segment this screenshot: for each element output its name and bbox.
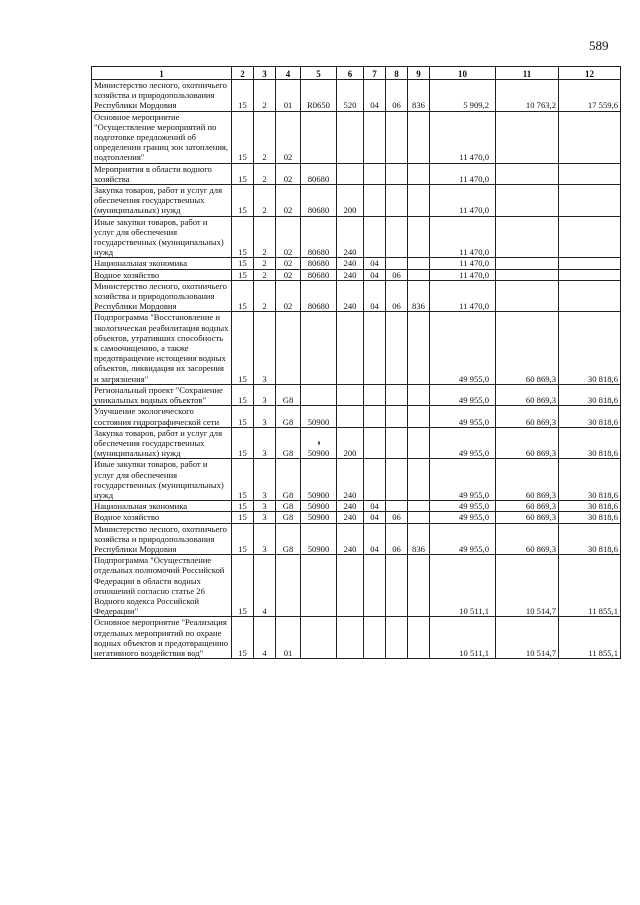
cell-col-5: 50900 <box>301 512 337 523</box>
cell-col-4: G8 <box>276 384 301 405</box>
table-row <box>92 80 621 112</box>
row-name-cell: Национальная экономика <box>92 501 232 512</box>
cell-col-3: 3 <box>254 523 276 555</box>
cell-col-12: 17 559,6 <box>559 80 621 112</box>
cell-col-2: 15 <box>232 617 254 659</box>
cell-col-6 <box>337 163 364 184</box>
cell-col-7 <box>364 312 386 384</box>
cell-col-4 <box>276 312 301 384</box>
table-row <box>92 459 621 501</box>
page-number: 589 <box>589 38 609 53</box>
cell-col-7 <box>364 555 386 617</box>
cell-col-7 <box>364 185 386 217</box>
cell-col-4: 01 <box>276 617 301 659</box>
cell-col-10: 49 955,0 <box>430 312 496 384</box>
cell-col-6: 200 <box>337 427 364 459</box>
column-header-1: 1 <box>92 67 232 80</box>
cell-col-10: 11 470,0 <box>430 269 496 280</box>
cell-col-11 <box>496 216 559 258</box>
cell-col-5: 80680 <box>301 269 337 280</box>
cell-col-8 <box>386 427 408 459</box>
column-header-11: 11 <box>496 67 559 80</box>
cell-col-8 <box>386 501 408 512</box>
row-name-cell: Региональный проект "Сохранение уникальных водных объектов" <box>92 384 232 405</box>
budget-table <box>91 66 621 659</box>
row-name-cell: Министерство лесного, охотничьего хозяйства и природопользования Республики Мордовия <box>92 280 232 312</box>
cell-col-5: 50900 <box>301 459 337 501</box>
cell-col-10: 49 955,0 <box>430 427 496 459</box>
row-name-cell: Водное хозяйство <box>92 512 232 523</box>
cell-col-10: 49 955,0 <box>430 384 496 405</box>
cell-col-2: 15 <box>232 501 254 512</box>
cell-col-4: G8 <box>276 523 301 555</box>
cell-col-5: 50900 <box>301 523 337 555</box>
cell-col-12 <box>559 111 621 163</box>
cell-col-2: 15 <box>232 312 254 384</box>
cell-col-12: 30 818,6 <box>559 427 621 459</box>
table-row <box>92 216 621 258</box>
row-name-cell: Министерство лесного, охотничьего хозяйства и природопользования Республики Мордовия <box>92 523 232 555</box>
cell-col-6 <box>337 406 364 427</box>
row-name-cell: Закупка товаров, работ и услуг для обеспечения государственных (муниципальных) нужд <box>92 427 232 459</box>
cell-col-9 <box>408 512 430 523</box>
cell-col-7 <box>364 384 386 405</box>
cell-col-7: 04 <box>364 501 386 512</box>
cell-col-10: 11 470,0 <box>430 185 496 217</box>
cell-col-9 <box>408 216 430 258</box>
cell-col-7: 04 <box>364 269 386 280</box>
cell-col-11: 10 514,7 <box>496 555 559 617</box>
cell-col-4: 02 <box>276 163 301 184</box>
cell-col-11 <box>496 269 559 280</box>
cell-col-11: 60 869,3 <box>496 406 559 427</box>
cell-col-9 <box>408 258 430 269</box>
cell-col-11: 60 869,3 <box>496 427 559 459</box>
cell-col-4: 02 <box>276 258 301 269</box>
cell-col-3: 3 <box>254 406 276 427</box>
cell-col-9 <box>408 617 430 659</box>
cell-col-10: 49 955,0 <box>430 523 496 555</box>
cell-col-3: 2 <box>254 280 276 312</box>
cell-col-10: 11 470,0 <box>430 216 496 258</box>
column-header-12: 12 <box>559 67 621 80</box>
cell-col-12: 30 818,6 <box>559 406 621 427</box>
cell-col-11: 60 869,3 <box>496 312 559 384</box>
cell-col-4: 02 <box>276 280 301 312</box>
cell-col-9 <box>408 185 430 217</box>
column-header-4: 4 <box>276 67 301 80</box>
cell-col-8: 06 <box>386 269 408 280</box>
cell-col-7: 04 <box>364 258 386 269</box>
cell-col-2: 15 <box>232 459 254 501</box>
row-name-cell: Министерство лесного, охотничьего хозяйства и природопользования Республики Мордовия <box>92 80 232 112</box>
cell-col-9 <box>408 427 430 459</box>
cell-col-12: 11 855,1 <box>559 555 621 617</box>
cell-col-4: 01 <box>276 80 301 112</box>
column-header-5: 5 <box>301 67 337 80</box>
column-header-8: 8 <box>386 67 408 80</box>
cell-col-2: 15 <box>232 512 254 523</box>
row-name-cell: Основное мероприятие "Осуществление мероприятий по подготовке предложений об определении границ зон затопления, подтопления" <box>92 111 232 163</box>
cell-col-3: 2 <box>254 269 276 280</box>
cell-col-6 <box>337 111 364 163</box>
cell-col-7 <box>364 459 386 501</box>
table-row <box>92 617 621 659</box>
cell-col-9 <box>408 459 430 501</box>
cell-col-6: 240 <box>337 258 364 269</box>
cell-col-10: 11 470,0 <box>430 280 496 312</box>
cell-col-5 <box>301 617 337 659</box>
cell-col-2: 15 <box>232 80 254 112</box>
cell-col-8 <box>386 617 408 659</box>
cell-col-3: 2 <box>254 258 276 269</box>
cell-col-3: 2 <box>254 111 276 163</box>
cell-col-11: 60 869,3 <box>496 512 559 523</box>
cell-col-4: G8 <box>276 512 301 523</box>
cell-col-11: 60 869,3 <box>496 384 559 405</box>
cell-col-9 <box>408 269 430 280</box>
cell-col-7: 04 <box>364 512 386 523</box>
row-name-cell: Иные закупки товаров, работ и услуг для обеспечения государственных (муниципальных) нужд <box>92 459 232 501</box>
header-row <box>92 67 621 80</box>
cell-col-3: 3 <box>254 512 276 523</box>
cell-col-6: 240 <box>337 459 364 501</box>
cell-col-9: 836 <box>408 523 430 555</box>
cell-col-5: 80680 <box>301 185 337 217</box>
cell-col-2: 15 <box>232 163 254 184</box>
cell-col-10: 49 955,0 <box>430 459 496 501</box>
cell-col-8 <box>386 185 408 217</box>
cell-col-5 <box>301 111 337 163</box>
cell-col-3: 3 <box>254 427 276 459</box>
cell-col-4: 02 <box>276 216 301 258</box>
cell-col-3: 3 <box>254 459 276 501</box>
cell-col-9 <box>408 111 430 163</box>
cell-col-11: 60 869,3 <box>496 523 559 555</box>
cell-col-6: 240 <box>337 269 364 280</box>
cell-col-6: 240 <box>337 216 364 258</box>
row-name-cell: Основное мероприятие "Реализация отдельных мероприятий по охране водных объектов и предотвращению негативного воздействия вод" <box>92 617 232 659</box>
cell-col-2: 15 <box>232 384 254 405</box>
cell-col-6: 240 <box>337 512 364 523</box>
table-row <box>92 427 621 459</box>
cell-col-8: 06 <box>386 523 408 555</box>
row-name-cell: Подпрограмма "Восстановление и экологическая реабилитация водных объектов, утративших способность к самоочищению, а также предотвращение истощения водных объектов, ликвидация их засорения и загрязнения" <box>92 312 232 384</box>
cell-col-2: 15 <box>232 269 254 280</box>
cell-col-9 <box>408 384 430 405</box>
cell-col-7: 04 <box>364 80 386 112</box>
row-name-cell: Национальная экономика <box>92 258 232 269</box>
cell-col-9: 836 <box>408 280 430 312</box>
cell-col-5: 50900 <box>301 406 337 427</box>
column-header-2: 2 <box>232 67 254 80</box>
cell-col-5 <box>301 384 337 405</box>
cell-col-6 <box>337 617 364 659</box>
cell-col-3: 3 <box>254 312 276 384</box>
cell-col-5: 50900 <box>301 427 337 459</box>
cell-col-6: 240 <box>337 523 364 555</box>
cell-col-4: 02 <box>276 269 301 280</box>
cell-col-8 <box>386 384 408 405</box>
cell-col-6 <box>337 312 364 384</box>
table-row <box>92 406 621 427</box>
cell-col-7 <box>364 111 386 163</box>
cell-col-7: 04 <box>364 523 386 555</box>
table-row <box>92 269 621 280</box>
row-name-cell: Закупка товаров, работ и услуг для обеспечения государственных (муниципальных) нужд <box>92 185 232 217</box>
cell-col-5: 80680 <box>301 163 337 184</box>
cell-col-10: 5 909,2 <box>430 80 496 112</box>
cell-col-9 <box>408 163 430 184</box>
cell-col-11 <box>496 163 559 184</box>
cell-col-12: 30 818,6 <box>559 384 621 405</box>
table-row <box>92 280 621 312</box>
table-row <box>92 258 621 269</box>
cell-col-5 <box>301 555 337 617</box>
column-header-3: 3 <box>254 67 276 80</box>
cell-col-8 <box>386 111 408 163</box>
cell-col-4: G8 <box>276 459 301 501</box>
cell-col-6 <box>337 555 364 617</box>
cell-col-7 <box>364 406 386 427</box>
cell-col-3: 4 <box>254 555 276 617</box>
cell-col-2: 15 <box>232 427 254 459</box>
column-header-9: 9 <box>408 67 430 80</box>
cell-col-10: 10 511,1 <box>430 555 496 617</box>
cell-col-12 <box>559 269 621 280</box>
cell-col-2: 15 <box>232 258 254 269</box>
cell-col-12 <box>559 258 621 269</box>
cell-col-2: 15 <box>232 406 254 427</box>
cell-col-8 <box>386 459 408 501</box>
cell-col-7 <box>364 216 386 258</box>
cell-col-2: 15 <box>232 523 254 555</box>
cell-col-3: 2 <box>254 185 276 217</box>
cell-col-5: 80680 <box>301 280 337 312</box>
cell-col-5 <box>301 312 337 384</box>
cell-col-9 <box>408 501 430 512</box>
cell-col-10: 10 511,1 <box>430 617 496 659</box>
row-name-cell: Подпрограмма "Осуществление отдельных полномочий Российской Федерации в области водных отношений согласно статье 26 Водного кодекса Российской Федерации" <box>92 555 232 617</box>
cell-col-4: G8 <box>276 501 301 512</box>
cell-col-12: 30 818,6 <box>559 312 621 384</box>
cell-col-7: 04 <box>364 280 386 312</box>
cell-col-8 <box>386 555 408 617</box>
cell-col-10: 11 470,0 <box>430 258 496 269</box>
cell-col-2: 15 <box>232 555 254 617</box>
cell-col-12: 30 818,6 <box>559 501 621 512</box>
cell-col-10: 49 955,0 <box>430 501 496 512</box>
row-name-cell: Водное хозяйство <box>92 269 232 280</box>
cell-col-10: 49 955,0 <box>430 406 496 427</box>
cell-col-7 <box>364 427 386 459</box>
cell-col-9 <box>408 406 430 427</box>
cell-col-3: 3 <box>254 501 276 512</box>
cell-col-6 <box>337 384 364 405</box>
cell-col-5: 50900 <box>301 501 337 512</box>
cell-col-8 <box>386 216 408 258</box>
column-header-7: 7 <box>364 67 386 80</box>
row-name-cell: Мероприятия в области водного хозяйства <box>92 163 232 184</box>
cell-col-8: 06 <box>386 512 408 523</box>
cell-col-2: 15 <box>232 216 254 258</box>
cell-col-8 <box>386 406 408 427</box>
cell-col-6: 240 <box>337 501 364 512</box>
cell-col-8 <box>386 312 408 384</box>
cell-col-3: 2 <box>254 216 276 258</box>
cell-col-11 <box>496 280 559 312</box>
cell-col-10: 11 470,0 <box>430 111 496 163</box>
cell-col-9 <box>408 555 430 617</box>
cell-col-12: 30 818,6 <box>559 512 621 523</box>
table-row <box>92 185 621 217</box>
cell-col-7 <box>364 617 386 659</box>
cell-col-11 <box>496 111 559 163</box>
cell-col-4: 02 <box>276 111 301 163</box>
table-row <box>92 163 621 184</box>
cell-col-11: 10 514,7 <box>496 617 559 659</box>
cell-col-9 <box>408 312 430 384</box>
cell-col-11: 10 763,2 <box>496 80 559 112</box>
cell-col-12 <box>559 163 621 184</box>
cell-col-3: 4 <box>254 617 276 659</box>
cell-col-2: 15 <box>232 185 254 217</box>
cell-col-8 <box>386 163 408 184</box>
cell-col-12: 30 818,6 <box>559 523 621 555</box>
cell-col-10: 49 955,0 <box>430 512 496 523</box>
cell-col-2: 15 <box>232 111 254 163</box>
cell-col-4: G8 <box>276 406 301 427</box>
cell-col-3: 3 <box>254 384 276 405</box>
cell-col-5: 80680 <box>301 216 337 258</box>
table-row <box>92 523 621 555</box>
cell-col-8: 06 <box>386 80 408 112</box>
row-name-cell: Улучшение экологического состояния гидрографической сети <box>92 406 232 427</box>
cell-col-6: 200 <box>337 185 364 217</box>
cell-col-4: G8 <box>276 427 301 459</box>
cell-col-12 <box>559 280 621 312</box>
cell-col-6: 520 <box>337 80 364 112</box>
cell-col-12 <box>559 185 621 217</box>
table-row <box>92 111 621 163</box>
table-row <box>92 384 621 405</box>
cell-col-11: 60 869,3 <box>496 459 559 501</box>
column-header-10: 10 <box>430 67 496 80</box>
cell-col-10: 11 470,0 <box>430 163 496 184</box>
table-row <box>92 501 621 512</box>
cell-col-5: 80680 <box>301 258 337 269</box>
cell-col-11: 60 869,3 <box>496 501 559 512</box>
cell-col-3: 2 <box>254 80 276 112</box>
cell-col-12 <box>559 216 621 258</box>
cell-col-2: 15 <box>232 280 254 312</box>
table-row <box>92 512 621 523</box>
table-body <box>92 80 621 659</box>
cell-col-4 <box>276 555 301 617</box>
cell-col-11 <box>496 258 559 269</box>
cell-col-8 <box>386 258 408 269</box>
cell-col-11 <box>496 185 559 217</box>
cell-col-8: 06 <box>386 280 408 312</box>
cell-col-4: 02 <box>276 185 301 217</box>
table-row <box>92 312 621 384</box>
cell-col-3: 2 <box>254 163 276 184</box>
cell-col-12: 11 855,1 <box>559 617 621 659</box>
column-header-6: 6 <box>337 67 364 80</box>
cell-col-6: 240 <box>337 280 364 312</box>
cell-col-9: 836 <box>408 80 430 112</box>
table-row <box>92 555 621 617</box>
row-name-cell: Иные закупки товаров, работ и услуг для обеспечения государственных (муниципальных) нужд <box>92 216 232 258</box>
cell-col-7 <box>364 163 386 184</box>
cell-col-5: R0650 <box>301 80 337 112</box>
cell-col-12: 30 818,6 <box>559 459 621 501</box>
